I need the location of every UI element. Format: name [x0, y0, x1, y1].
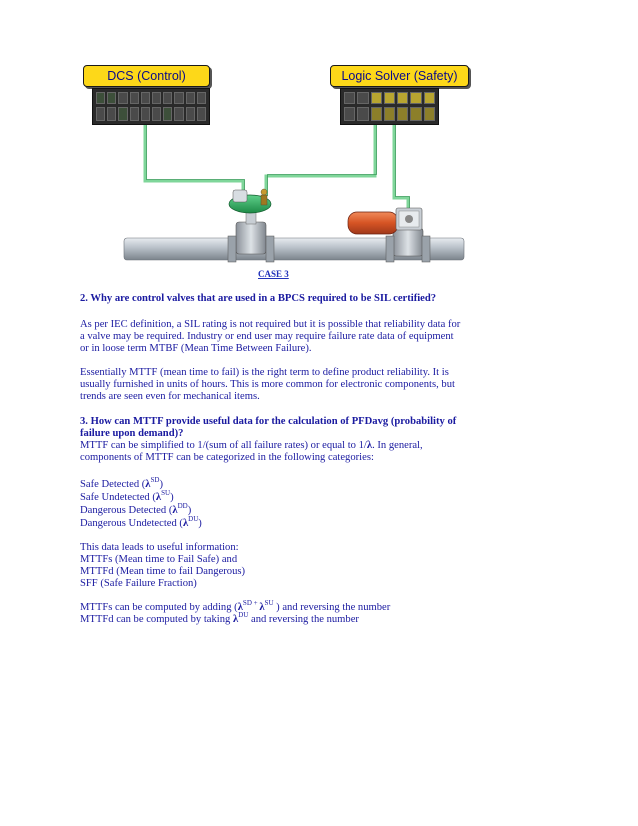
text-line: This data leads to useful information: [80, 542, 239, 553]
text-line: 3. How can MTTF provide useful data for the calculation of PFDavg (probability of [80, 416, 457, 427]
dcs-control-label: DCS (Control) [83, 65, 210, 87]
control-valve [228, 189, 274, 262]
q3-intro [80, 440, 560, 464]
q2-paragraph-1 [80, 319, 560, 355]
sis-diagram [0, 0, 638, 279]
failure-categories-list [80, 478, 560, 530]
logic-solver-label: Logic Solver (Safety) [330, 65, 469, 87]
lambda-symbol: λ [366, 440, 373, 451]
mttfd-line: MTTFd can be computed by taking $\lambda^{DU}$ and reversing the number [80, 611, 359, 625]
text-line [80, 440, 560, 452]
text-line: or in loose term MTBF (Mean Time Between Failure). [80, 343, 312, 354]
text-line: SFF (Safe Failure Fraction) [80, 578, 197, 589]
q2-heading: 2. Why are control valves that are used in a BPCS required to be SIL certified? [80, 293, 437, 304]
useful-info-block [80, 542, 560, 590]
category-safe-detected: Safe Detected $(\lambda^{SD})$ [80, 476, 163, 490]
intro-text-a: MTTF can be simplified to 1/(sum of all failure rates) or equal to 1/ [80, 440, 367, 451]
text-line: As per IEC definition, a SIL rating is not required but it is possible that reliability data for [80, 319, 461, 330]
signal-wires [145, 124, 408, 210]
figure-caption: CASE 3 [258, 269, 289, 279]
mttfs-line: MTTFs can be computed by adding ($\lambda^{SD}$ + $\lambda^{SU}$ ) and reversing the number [80, 599, 391, 613]
text-line: failure upon demand)? [80, 428, 184, 439]
text-line: trends are seen even for mechanical items. [80, 391, 260, 402]
category-dangerous-detected: Dangerous Detected $(\lambda^{DD})$ [80, 502, 192, 516]
intro-text-b: . In general, [372, 440, 423, 451]
logic-solver-rack [340, 88, 439, 125]
text-line: Essentially MTTF (mean time to fail) is the right term to define product reliability. It is [80, 367, 449, 378]
text-line: usually furnished in units of hours. This is more common for electronic components, but [80, 379, 455, 390]
diagram-graphics [0, 0, 638, 270]
mttf-computation-block [80, 599, 560, 626]
q2-paragraph-2 [80, 367, 560, 403]
category-dangerous-undetected: Dangerous Undetected $(\lambda^{DU})$ [80, 515, 202, 529]
text-line: MTTFs (Mean time to Fail Safe) and [80, 554, 238, 565]
text-line: components of MTTF can be categorized in the following categories: [80, 452, 374, 463]
q3-heading [80, 416, 560, 440]
text-line: MTTFd (Mean time to fail Dangerous) [80, 566, 246, 577]
category-safe-undetected: Safe Undetected $(\lambda^{SU})$ [80, 489, 174, 503]
dcs-io-rack [92, 88, 210, 125]
text-line: a valve may be required. Industry or end user may require failure rate data of equipment [80, 331, 454, 342]
